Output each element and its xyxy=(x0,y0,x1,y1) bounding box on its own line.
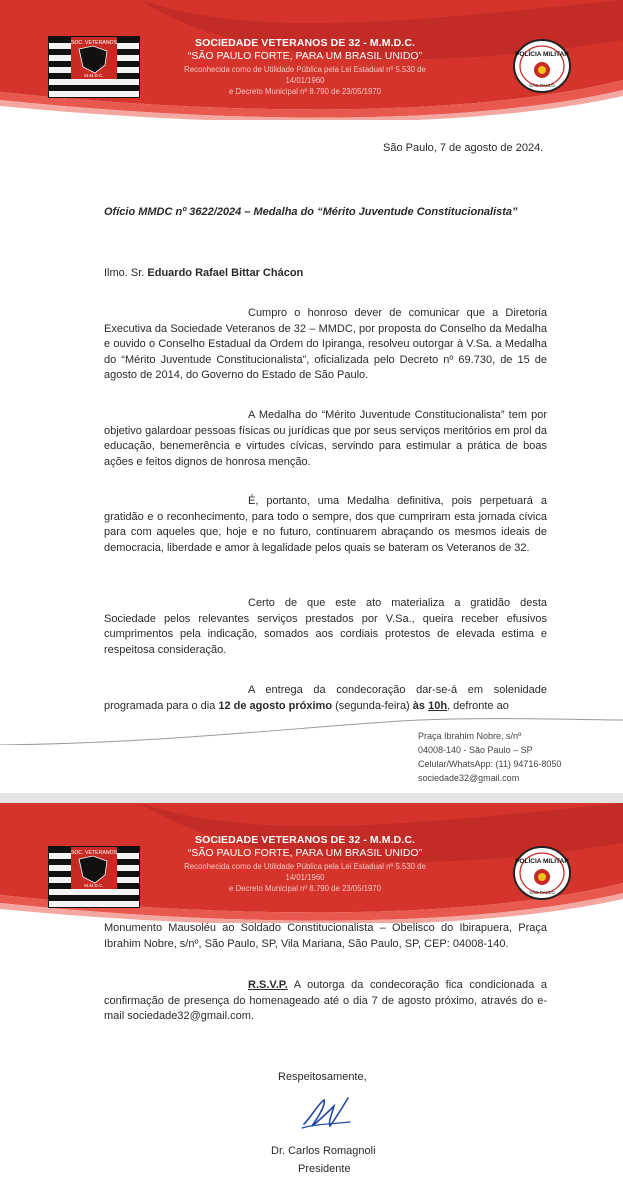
ceremony-weekday: (segunda-feira) xyxy=(335,699,410,712)
logo-text-bottom: M.M.D.C. xyxy=(84,73,104,78)
paragraph-3: É, portanto, uma Medalha definitiva, pois perpetuará a gratidão e o reconhecimento, para todo o sempre, dos que cumpriram esta jornada cívica para com aqueles que, hoje e no futuro, continuarem abraçando os mesmos ideais de democracia, liberdade e amor à legalidade pelos quais se bateram os Veteranos de 32. xyxy=(104,495,547,554)
signature-icon xyxy=(298,1094,354,1134)
salutation xyxy=(104,266,303,282)
footer-phone: Celular/WhatsApp: (11) 94716-8050 xyxy=(418,759,562,769)
recognition-line-2: e Decreto Municipal nº 8.790 de 23/05/1970 xyxy=(229,87,381,96)
ceremony-date: 12 de agosto próximo xyxy=(218,699,333,712)
society-motto: “SÃO PAULO FORTE, PARA UM BRASIL UNIDO” xyxy=(187,847,423,859)
society-title: SOCIEDADE VETERANOS DE 32 - M.M.D.C. xyxy=(194,834,416,846)
ceremony-at: às xyxy=(412,699,426,712)
mmdc-flag-logo xyxy=(48,36,140,98)
header-text-block xyxy=(170,37,440,97)
footer-contact xyxy=(418,729,561,785)
letter-page-2 xyxy=(0,803,623,1200)
policia-militar-badge-icon xyxy=(512,38,572,94)
badge-text-bottom: SÃO PAULO xyxy=(529,83,555,88)
footer-address: Praça Ibrahim Nobre, s/nº xyxy=(418,731,522,741)
logo-text-top: SOC. VETERANOS xyxy=(70,850,118,856)
header-text-block xyxy=(170,834,440,894)
salutation-prefix: Ilmo. Sr. xyxy=(104,267,145,279)
paragraph-2: A Medalha do “Mérito Juventude Constitucionalista” tem por objetivo galardoar pessoas físicas ou jurídicas que por seus serviços meritórios em prol da educação, benemerência e virtudes cívicas, servindo para estimular a prática de boas ações e feitos dignos de honrosa menção. xyxy=(104,409,547,468)
signer-name: Dr. Carlos Romagnoli xyxy=(271,1145,376,1157)
logo-text-bottom: M.M.D.C. xyxy=(84,883,104,888)
rsvp-paragraph xyxy=(104,978,547,1025)
paragraph-5 xyxy=(104,683,547,714)
footer-zip-city: 04008-140 - São Paulo – SP xyxy=(418,745,533,755)
rsvp-text: A outorga da condecoração fica condicionada a confirmação de presença do homenageado até o dia 7 de agosto próximo, através do e-mail sociedade32@gmail.com. xyxy=(104,979,548,1023)
page2-paragraph-1: Monumento Mausoléu ao Soldado Constitucionalista – Obelisco do Ibirapuera, Praça Ibrahim Nobre, s/nº, São Paulo, SP, Vila Mariana, São Paulo, SP, CEP: 04008-140. xyxy=(104,922,547,950)
mmdc-flag-logo xyxy=(48,846,140,908)
recognition-line-2: e Decreto Municipal nº 8.790 de 23/05/1970 xyxy=(229,884,381,893)
badge-text-bottom: SÃO PAULO xyxy=(529,890,555,895)
ceremony-time: 10h xyxy=(428,699,448,712)
recognition-line-1: Reconhecida como de Utilidade Pública pela Lei Estadual nº 5.530 de 14/01/1960 xyxy=(184,862,426,882)
map-emblem-icon xyxy=(49,847,139,889)
letter-date: São Paulo, 7 de agosto de 2024. xyxy=(383,142,544,154)
society-title: SOCIEDADE VETERANOS DE 32 - M.M.D.C. xyxy=(194,37,416,49)
rsvp-label: R.S.V.P. xyxy=(248,979,288,991)
closing: Respeitosamente, xyxy=(278,1071,367,1083)
badge-text-top: POLÍCIA MILITAR xyxy=(515,858,569,865)
badge-text-top: POLÍCIA MILITAR xyxy=(515,51,569,58)
letter-subject: Ofício MMDC nº 3622/2024 – Medalha do “Mérito Juventude Constitucionalista” xyxy=(104,206,518,218)
recognition-line-1: Reconhecida como de Utilidade Pública pela Lei Estadual nº 5.530 de 14/01/1960 xyxy=(184,65,426,85)
map-emblem-icon xyxy=(49,37,139,79)
paragraph-5-text: A entrega da condecoração dar-se-á em solenidade programada para o dia xyxy=(104,684,547,712)
paragraph-4: Certo de que este ato materializa a gratidão desta Sociedade pelos relevantes serviços prestados por V.Sa., queira receber efusivos cumprimentos pela indicação, somados aos cordiais protestos de elevada estima e respeitosa consideração. xyxy=(104,597,547,656)
footer-email: sociedade32@gmail.com xyxy=(418,773,520,783)
paragraph-1: Cumpro o honroso dever de comunicar que a Diretoria Executiva da Sociedade Veteranos de 32 – MMDC, por proposta do Conselho da Medalha e ouvido o Conselho Estadual da Ordem do Ipiranga, resolveu outorgar à V.Sa. a Medalha do “Mérito Juventude Constitucionalista”, oficializada pelo Decreto nº 69.730, de 15 de agosto de 2014, do Governo do Estado de São Paulo. xyxy=(104,307,547,382)
society-motto: “SÃO PAULO FORTE, PARA UM BRASIL UNIDO” xyxy=(187,50,423,62)
recipient-name: Eduardo Rafael Bittar Chácon xyxy=(147,267,304,279)
signer-title: Presidente xyxy=(298,1163,351,1175)
policia-militar-badge-icon xyxy=(512,845,572,901)
paragraph-5-tail: , defronte ao xyxy=(447,699,509,712)
logo-text-top: SOC. VETERANOS xyxy=(70,40,118,46)
